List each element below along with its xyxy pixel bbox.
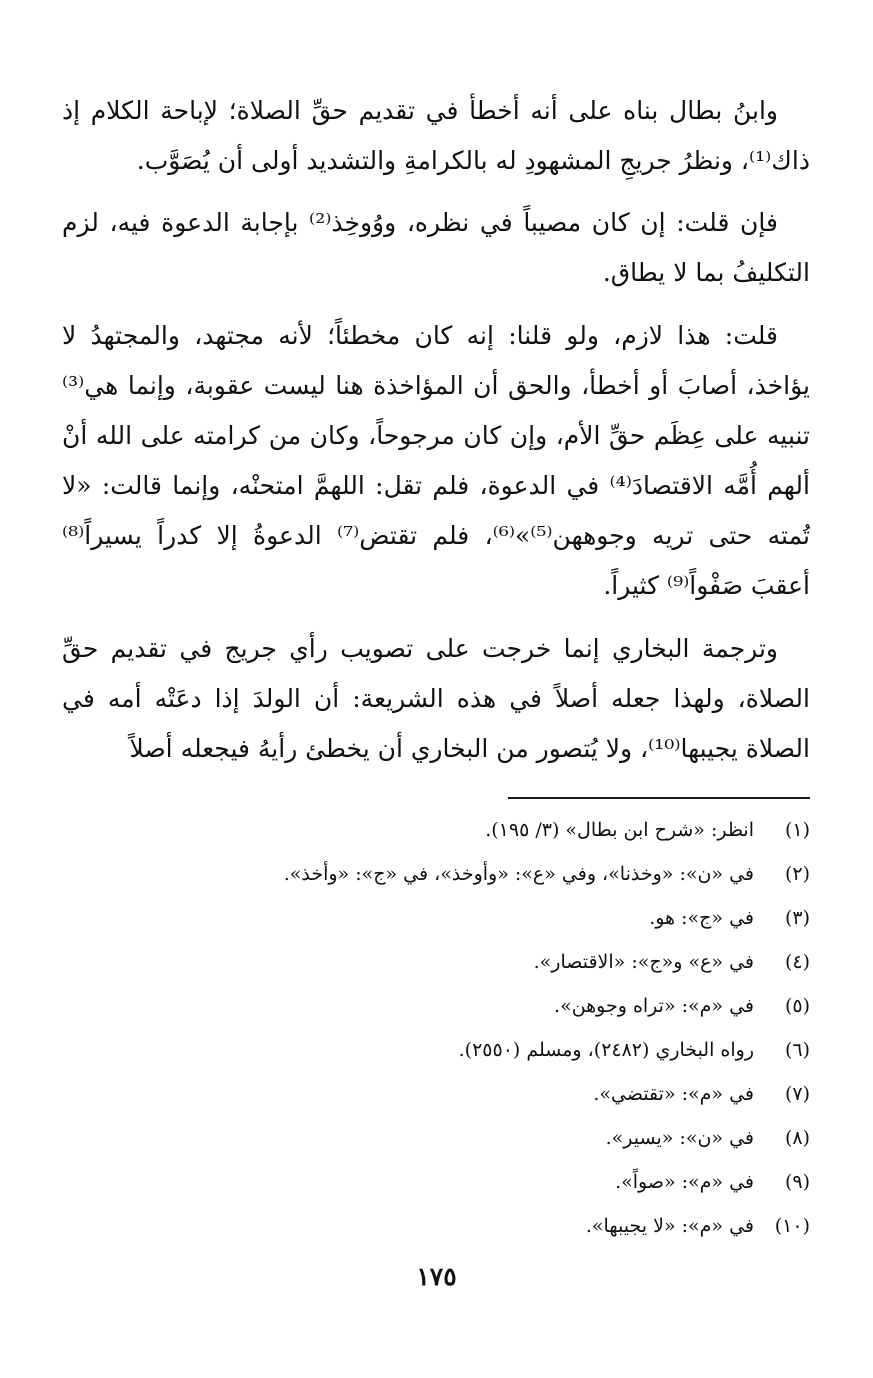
footnote-text: في «م»: «لا يجيبها». [585,1215,754,1237]
footnote-item [62,1160,810,1204]
footnote-text: في «م»: «صواً». [615,1171,754,1193]
footnote-text: في «ج»: هو. [649,907,754,929]
footnote-number: (٨) [784,1127,810,1149]
footnote-separator [508,797,810,799]
footnote-text: رواه البخاري (٢٤٨٢)، ومسلم (٢٥٥٠). [458,1039,754,1061]
footnote-number: (١) [784,819,810,841]
footnote-number: (٦) [784,1039,810,1061]
footnote-number: (٩) [784,1171,810,1193]
footnote-text: انظر: «شرح ابن بطال» (٣/ ١٩٥). [485,819,754,841]
footnote-text: في «ن»: «يسير». [605,1127,754,1149]
footnote-item [62,1072,810,1116]
footnote-item [62,1028,810,1072]
paragraph-4: وترجمة البخاري إنما خرجت على تصويب رأي جريج في تقديم حقِّ الصلاة، ولهذا جعله أصلاً في هذه الشريعة: أن الولدَ إذا دعَتْه أمه في الصلاة يجيبها⁽¹⁰⁾، ولا يُتصور من البخاري أن يخطئ رأيهُ فيجعله أصلاً [62,634,810,763]
footnote-text: في «م»: «تقتضي». [593,1083,754,1105]
footnote-number: (٣) [784,907,810,929]
footnote-item [62,940,810,984]
footnote-number: (٥) [784,995,810,1017]
footnote-number: (٤) [784,951,810,973]
paragraph-2: فإن قلت: إن كان مصيباً في نظره، ووُوخِذ⁽²⁾ بإجابة الدعوة فيه، لزم التكليفُ بما لا يطاق. [62,208,810,287]
footnote-text: في «م»: «تراه وجوهن». [554,995,754,1017]
footnote-item [62,984,810,1028]
footnote-item [62,896,810,940]
footnote-number: (٢) [784,863,810,885]
footnote-number: (٧) [784,1083,810,1105]
page-number: ١٧٥ [416,1262,457,1291]
footnotes-list [62,808,810,1248]
paragraph-3: قلت: هذا لازم، ولو قلنا: إنه كان مخطئاً؛ لأنه مجتهد، والمجتهدُ لا يؤاخذ، أصابَ أو أخطأ، والحق أن المؤاخذة هنا ليست عقوبة، وإنما هي⁽³⁾ تنبيه على عِظَم حقِّ الأم، وإن كان مرجوحاً، وكان من كرامته على الله أنْ ألهم أُمَّه الاقتصادَ⁽⁴⁾ في الدعوة، فلم تقل: اللهمَّ امتحنْه، وإنما قالت: «لا تُمته حتى تريه وجوههن⁽⁵⁾»⁽⁶⁾، فلم تقتض⁽⁷⁾ الدعوةُ إلا كدراً يسيراً⁽⁸⁾ أعقبَ صَفْواً⁽⁹⁾ كثيراً. [62,321,810,600]
footnote-item [62,808,810,852]
footnote-item [62,1204,810,1248]
footnote-text: في «ع» و«ج»: «الاقتصار». [533,951,754,973]
footnote-item [62,852,810,896]
footnote-number: (١٠) [774,1215,810,1237]
paragraph-1: وابنُ بطال بناه على أنه أخطأ في تقديم حقِّ الصلاة؛ لإباحة الكلام إذ ذاك⁽¹⁾، ونظرُ جريجِ المشهودِ له بالكرامةِ والتشديد أولى أن يُصَوَّب. [62,96,810,175]
footnote-item [62,1116,810,1160]
main-text [62,86,810,774]
footnote-text: في «ن»: «وخذنا»، وفي «ع»: «وأوخذ»، في «ج»: «وأخذ». [283,863,754,885]
